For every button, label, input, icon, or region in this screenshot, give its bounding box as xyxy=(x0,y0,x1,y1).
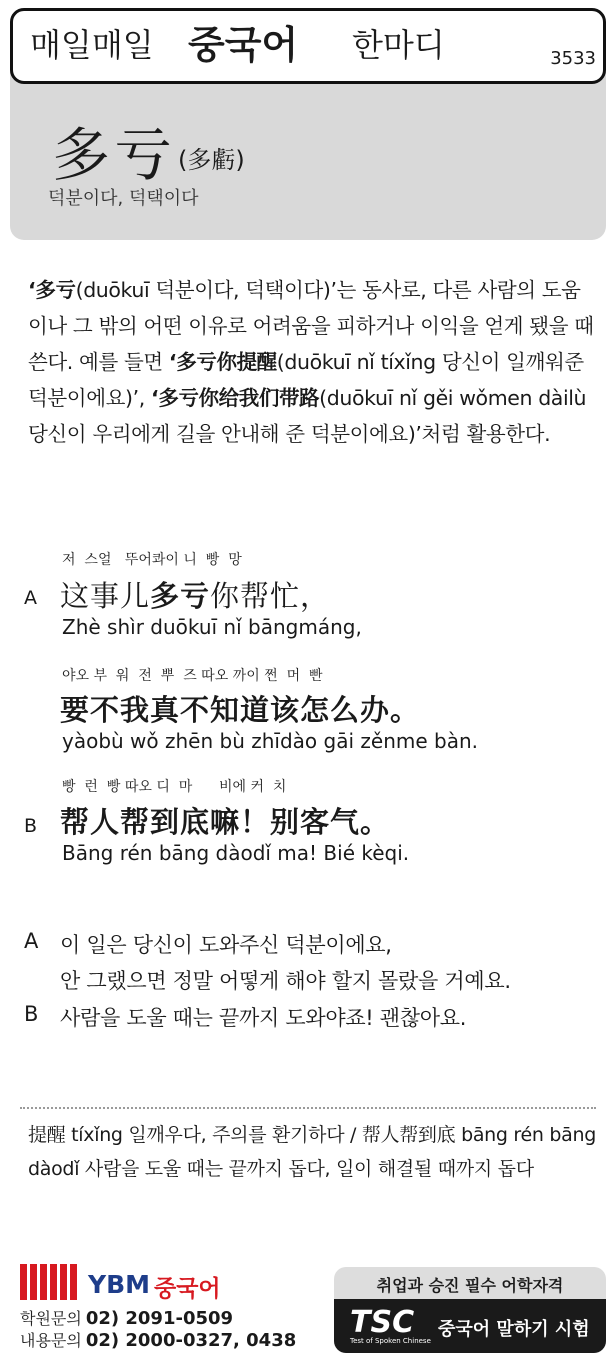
ybm-logo-icon xyxy=(20,1264,80,1300)
tsc-name: 중국어 말하기 시험 xyxy=(438,1319,590,1340)
tsc-banner xyxy=(334,1267,606,1353)
tsc-subtitle: Test of Spoken Chinese xyxy=(350,1337,431,1345)
explain-t2: (duōkuī nǐ tíxǐng 당신이 일깨워준 덕분이에요)’, xyxy=(28,350,584,410)
speaker-label: B xyxy=(24,815,38,837)
vocabulary-note: 提醒 tíxǐng 일깨우다, 주의를 환기하다 / 帮人帮到底 bāng rén bāng dàodǐ 사람을 도울 때는 끝까지 돕다, 일이 해결될 때까지 돕다 xyxy=(28,1124,596,1180)
speaker-label: A xyxy=(24,587,37,609)
explain-b2: ‘多亏你提醒 xyxy=(168,350,277,374)
pronunciation-hint: 야오 부 워 전 뿌 즈 따오 까이 쩐 머 빤 xyxy=(62,668,323,684)
translation-line: 안 그랬으면 정말 어떻게 해야 할지 몰랐을 거예요. xyxy=(60,969,511,993)
divider xyxy=(20,1107,596,1109)
issue-number: 3533 xyxy=(550,48,596,69)
tsc-tagline: 취업과 승진 필수 어학자격 xyxy=(376,1276,564,1295)
pinyin: Zhè shìr duōkuī nǐ bāngmáng, xyxy=(62,615,362,639)
title-post: 한마디 xyxy=(352,26,445,64)
title-pre: 매일매일 xyxy=(30,26,154,64)
ybm-logo-text: YBM xyxy=(88,1270,151,1299)
translation-line: 사람을 도울 때는 끝까지 도와야죠! 괜찮아요. xyxy=(60,1006,467,1030)
ybm-logo-chinese: 중국어 xyxy=(154,1276,221,1302)
contact-content: 내용문의 02) 2000-0327, 0438 xyxy=(20,1330,297,1351)
title-main: 중국어 xyxy=(188,23,299,67)
headword-traditional: (多虧) xyxy=(178,146,245,174)
chinese-sentence: 要不我真不知道该怎么办。 xyxy=(60,693,421,727)
pinyin: yàobù wǒ zhēn bù zhīdào gāi zěnme bàn. xyxy=(62,729,478,753)
translation-line: 이 일은 당신이 도와주신 덕분이에요, xyxy=(60,933,392,957)
pronunciation-hint: 빵 런 빵 따오 디 마 비에 커 치 xyxy=(62,779,287,795)
explain-b3: ‘多亏你给我们带路 xyxy=(150,386,320,410)
pronunciation-hint: 저 스얼 뚜어콰이 니 빵 망 xyxy=(62,552,242,568)
tsc-bar xyxy=(334,1299,606,1353)
explain-t3: (duōkuī nǐ gěi wǒmen dàilù 당신이 우리에게 길을 안내해 준 덕분이에요)’처럼 활용한다. xyxy=(28,386,587,446)
tsc-logo: TSC xyxy=(350,1305,415,1340)
chinese-sentence: 这事儿多亏你帮忙， xyxy=(60,579,331,613)
headword: 多亏 xyxy=(52,121,177,189)
translation-speaker: A xyxy=(24,929,39,953)
pinyin: Bāng rén bāng dàodǐ ma! Bié kèqi. xyxy=(62,841,410,865)
chinese-sentence: 帮人帮到底嘛！别客气。 xyxy=(60,805,391,839)
translation-speaker: B xyxy=(24,1002,39,1026)
headword-meaning: 덕분이다, 덕택이다 xyxy=(48,188,199,209)
explain-t1: (duōkuī 덕분이다, 덕택이다)’는 동사로, 다른 사람의 도움이나 그 밖의 어떤 이유로 어려움을 피하거나 이익을 얻게 됐을 때 쓴다. 예를 들면 xyxy=(28,278,594,374)
contact-academy: 학원문의 02) 2091-0509 xyxy=(20,1308,234,1329)
explain-b1: ‘多亏 xyxy=(28,278,76,302)
explanation xyxy=(28,272,596,452)
